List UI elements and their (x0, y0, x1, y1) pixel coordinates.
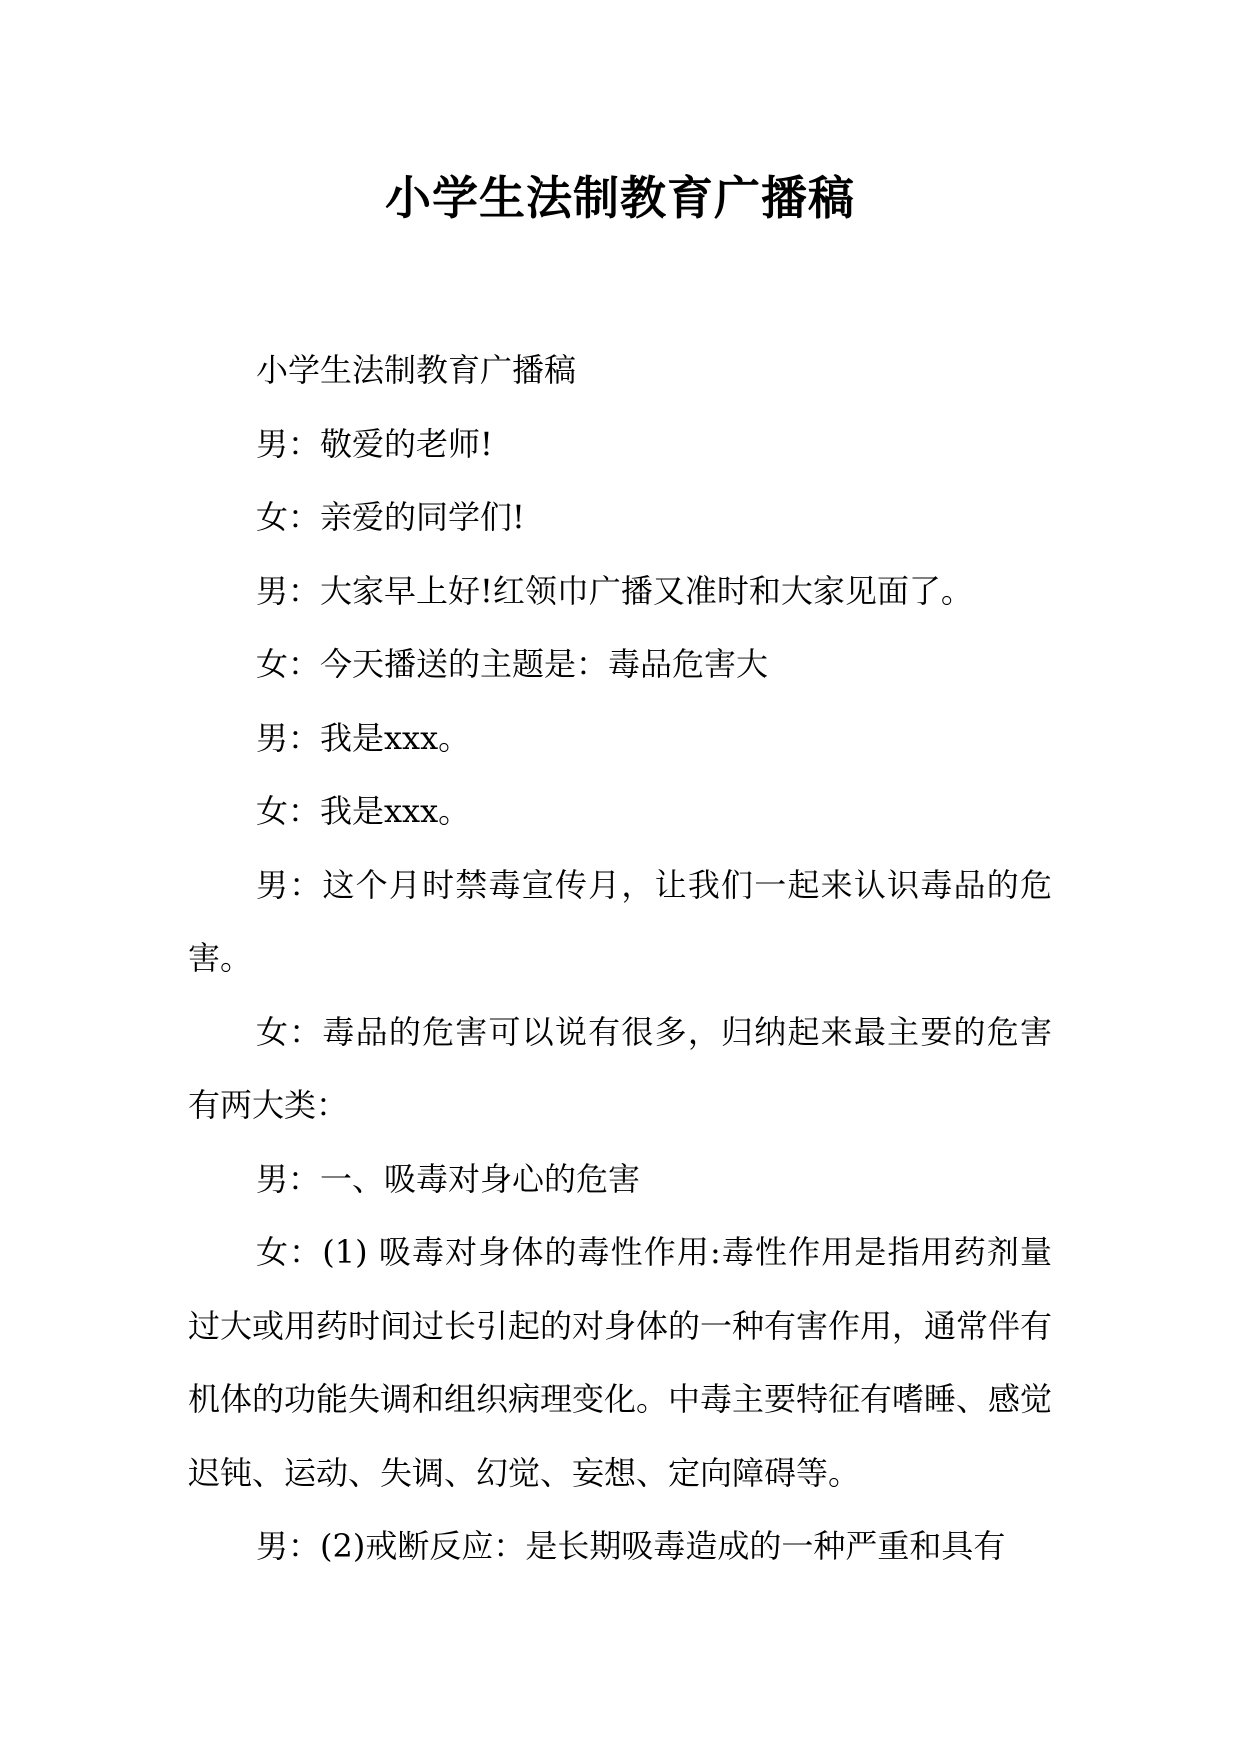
paragraph-withdrawal: 男：(2)戒断反应：是长期吸毒造成的一种严重和具有 (256, 1527, 1006, 1565)
paragraph-greeting-teachers: 男：敬爱的老师! (256, 424, 493, 463)
paragraph-topic: 女：今天播送的主题是：毒品危害大 (256, 645, 769, 683)
paragraph-host-male: 男：我是xxx。 (256, 718, 471, 757)
paragraph-greeting-students: 女：亲爱的同学们! (256, 498, 525, 536)
paragraph-heading: 小学生法制教育广播稿 (256, 351, 577, 389)
paragraph-good-morning: 男：大家早上好!红领巾广播又准时和大家见面了。 (256, 571, 973, 610)
document-title: 小学生法制教育广播稿 (385, 171, 855, 225)
paragraph-toxic-effects: 女：(1) 吸毒对身体的毒性作用:毒性作用是指用药剂量过大或用药时间过长引起的对身体的一种有害作用，通常伴有机体的功能失调和组织病理变化。中毒主要特征有嗜睡、感觉迟钝、运动、失调、幻觉、妄想、定向障碍等。 (188, 1233, 1053, 1492)
document-body (188, 334, 1052, 1584)
paragraph-two-categories: 女：毒品的危害可以说有很多，归纳起来最主要的危害有两大类： (188, 1012, 1052, 1124)
paragraph-host-female: 女：我是xxx。 (256, 792, 471, 830)
paragraph-anti-drug-month: 男：这个月时禁毒宣传月，让我们一起来认识毒品的危害。 (188, 865, 1052, 977)
paragraph-section-one: 男：一、吸毒对身心的危害 (256, 1159, 641, 1198)
